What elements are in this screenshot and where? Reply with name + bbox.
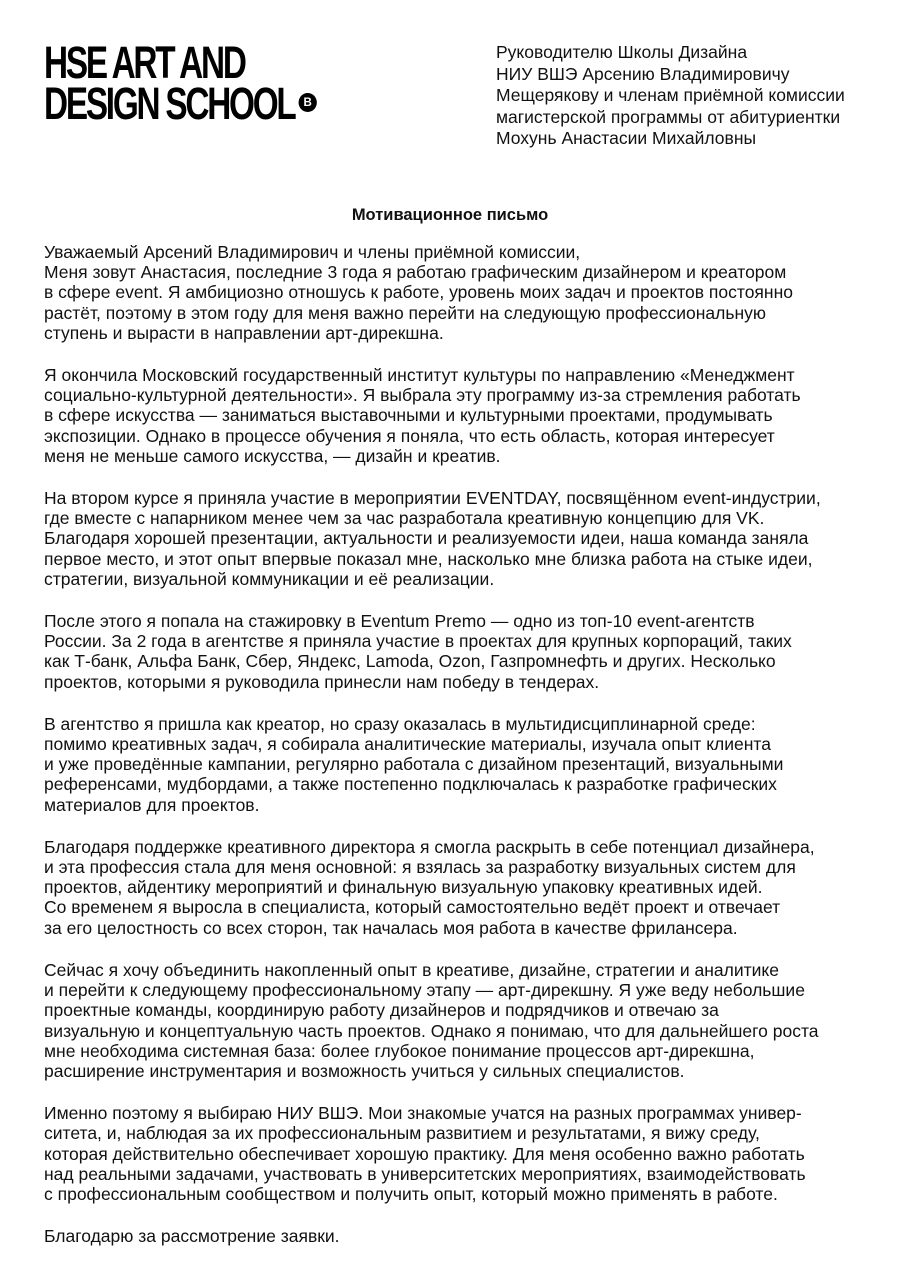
paragraph-line: материалов для проектов.	[44, 794, 260, 815]
paragraph-line: над реальными задачами, участвовать в университетских мероприятиях, взаимодействовать	[44, 1163, 806, 1184]
paragraph-line: и перейти к следующему профессиональному этапу — арт-дирекшну. Я уже веду небольшие	[44, 980, 805, 1001]
paragraph-line: ситета, и, наблюдая за их профессиональным развитием и результатами, я вижу среду,	[44, 1123, 760, 1144]
paragraph-line: как Т-банк, Альфа Банк, Сбер, Яндекс, Lamoda, Ozon, Газпромнефть и других. Несколько	[44, 651, 776, 672]
paragraph-line: Я окончила Московский государственный институт культуры по направлению «Менеджмент	[44, 365, 795, 386]
hse-seal-icon: В	[298, 93, 316, 112]
paragraph-line: референсами, мудбордами, а также постепенно подключалась к разработке графических	[44, 774, 777, 795]
paragraph-line: ступень и вырасти в направлении арт-дирекшна.	[44, 322, 444, 343]
paragraph	[44, 611, 864, 692]
hse-art-and-design-school-logo	[44, 37, 312, 129]
paragraph-line: помимо креативных задач, я собирала аналитические материалы, изучала опыт клиента	[44, 734, 771, 755]
addressee-line: Мещерякову и членам приёмной комиссии	[496, 85, 845, 105]
paragraph-line: в сфере event. Я амбициозно отношусь к работе, уровень моих задач и проектов постоянно	[44, 282, 793, 303]
paragraph-line: Благодаря поддержке креативного директора я смогла раскрыть в себе потенциал дизайнера,	[44, 836, 815, 857]
paragraph-line: Меня зовут Анастасия, последние 3 года я работаю графическим дизайнером и креатором	[44, 262, 787, 283]
paragraph-line: мне необходима системная база: более глубокое понимание процессов арт-дирекшна,	[44, 1040, 755, 1061]
paragraph-line: первое место, и этот опыт впервые показал мне, насколько мне близка работа на стыке идеи,	[44, 548, 813, 569]
paragraph-line: и уже проведённые кампании, регулярно работала с дизайном презентаций, визуальными	[44, 754, 784, 775]
paragraph-line: в сфере искусства — заниматься выставочными и культурными проектами, продумывать	[44, 405, 773, 426]
paragraph	[44, 488, 864, 589]
addressee-line: Мохунь Анастасии Михайловны	[496, 128, 757, 148]
letter-title: Мотивационное письмо	[351, 206, 549, 224]
paragraph-line: стратегии, визуальной коммуникации и её реализации.	[44, 568, 495, 589]
paragraph-line: за его целостность со всех сторон, так началась моя работа в качестве фрилансера.	[44, 917, 738, 938]
paragraph-line: Благодарю за рассмотрение заявки.	[44, 1226, 340, 1247]
paragraph-line: Уважаемый Арсений Владимирович и члены приёмной комиссии,	[44, 242, 581, 262]
paragraph-line: и эта профессия стала для меня основной: я взялась за разработку визуальных систем для	[44, 857, 796, 878]
paragraph	[44, 365, 864, 466]
paragraph	[44, 1103, 864, 1204]
paragraph-line: экспозиции. Однако в процессе обучения я поняла, что есть область, которая интересует	[44, 425, 775, 446]
logo-line-2	[44, 78, 312, 129]
paragraph-line: где вместе с напарником менее чем за час разработала креативную концепцию для VK.	[44, 508, 765, 529]
paragraph-line: После этого я попала на стажировку в Eventum Premo — одно из топ-10 event-агентств	[44, 611, 755, 632]
paragraph-line: проектные команды, координирую работу дизайнеров и подрядчиков и отвечаю за	[44, 1000, 719, 1021]
paragraph-line: проектов, айдентику мероприятий и финальную визуальную упаковку креативных идей.	[44, 877, 763, 898]
paragraph-line: Со временем я выросла в специалиста, который самостоятельно ведёт проект и отвечает	[44, 897, 781, 918]
letter-body	[44, 242, 864, 1268]
paragraph-line: Сейчас я хочу объединить накопленный опыт в креативе, дизайне, стратегии и аналитике	[44, 959, 780, 980]
paragraph	[44, 242, 864, 343]
logo-line-2-text: DESIGN SCHOOL	[44, 78, 295, 129]
paragraph-line: социально-культурной деятельности». Я выбрала эту программу из-за стремления работать	[44, 385, 801, 406]
paragraph-line: Именно поэтому я выбираю НИУ ВШЭ. Мои знакомые учатся на разных программах универ-	[44, 1103, 802, 1124]
paragraph-line: меня не меньше самого искусства, — дизайн и креатив.	[44, 445, 501, 466]
paragraph	[44, 714, 864, 815]
paragraph	[44, 960, 864, 1081]
paragraph-line: Благодаря хорошей презентации, актуальности и реализуемости идеи, наша команда заняла	[44, 528, 809, 549]
paragraph-line: проектов, которыми я руководила принесли нам победу в тендерах.	[44, 671, 600, 692]
logo-line-1: HSE ART AND	[44, 37, 245, 88]
paragraph-line: с профессиональным сообществом и получить опыт, который можно применять в работе.	[44, 1183, 778, 1204]
paragraph-line: На втором курсе я приняла участие в мероприятии EVENTDAY, посвящённом event-индустрии,	[44, 488, 821, 509]
paragraph-line: растёт, поэтому в этом году для меня важно перейти на следующую профессиональную	[44, 302, 766, 323]
addressee-block	[496, 42, 896, 150]
paragraph-line: которая действительно обеспечивает хорошую практику. Для меня особенно важно работать	[44, 1143, 805, 1164]
paragraph-line: В агентство я пришла как креатор, но сразу оказалась в мультидисциплинарной среде:	[44, 713, 756, 734]
paragraph-line: России. За 2 года в агентстве я приняла участие в проектах для крупных корпораций, таких	[44, 631, 792, 652]
addressee-line: НИУ ВШЭ Арсению Владимировичу	[496, 63, 790, 84]
paragraph	[44, 1226, 864, 1246]
addressee-line: Руководителю Школы Дизайна	[496, 42, 748, 62]
addressee-line: магистерской программы от абитуриентки	[496, 106, 841, 127]
paragraph-line: расширение инструментария и возможность учиться у сильных специалистов.	[44, 1060, 685, 1081]
paragraph-line: визуальную и концептуальную часть проектов. Однако я понимаю, что для дальнейшего роста	[44, 1020, 819, 1041]
paragraph	[44, 837, 864, 938]
